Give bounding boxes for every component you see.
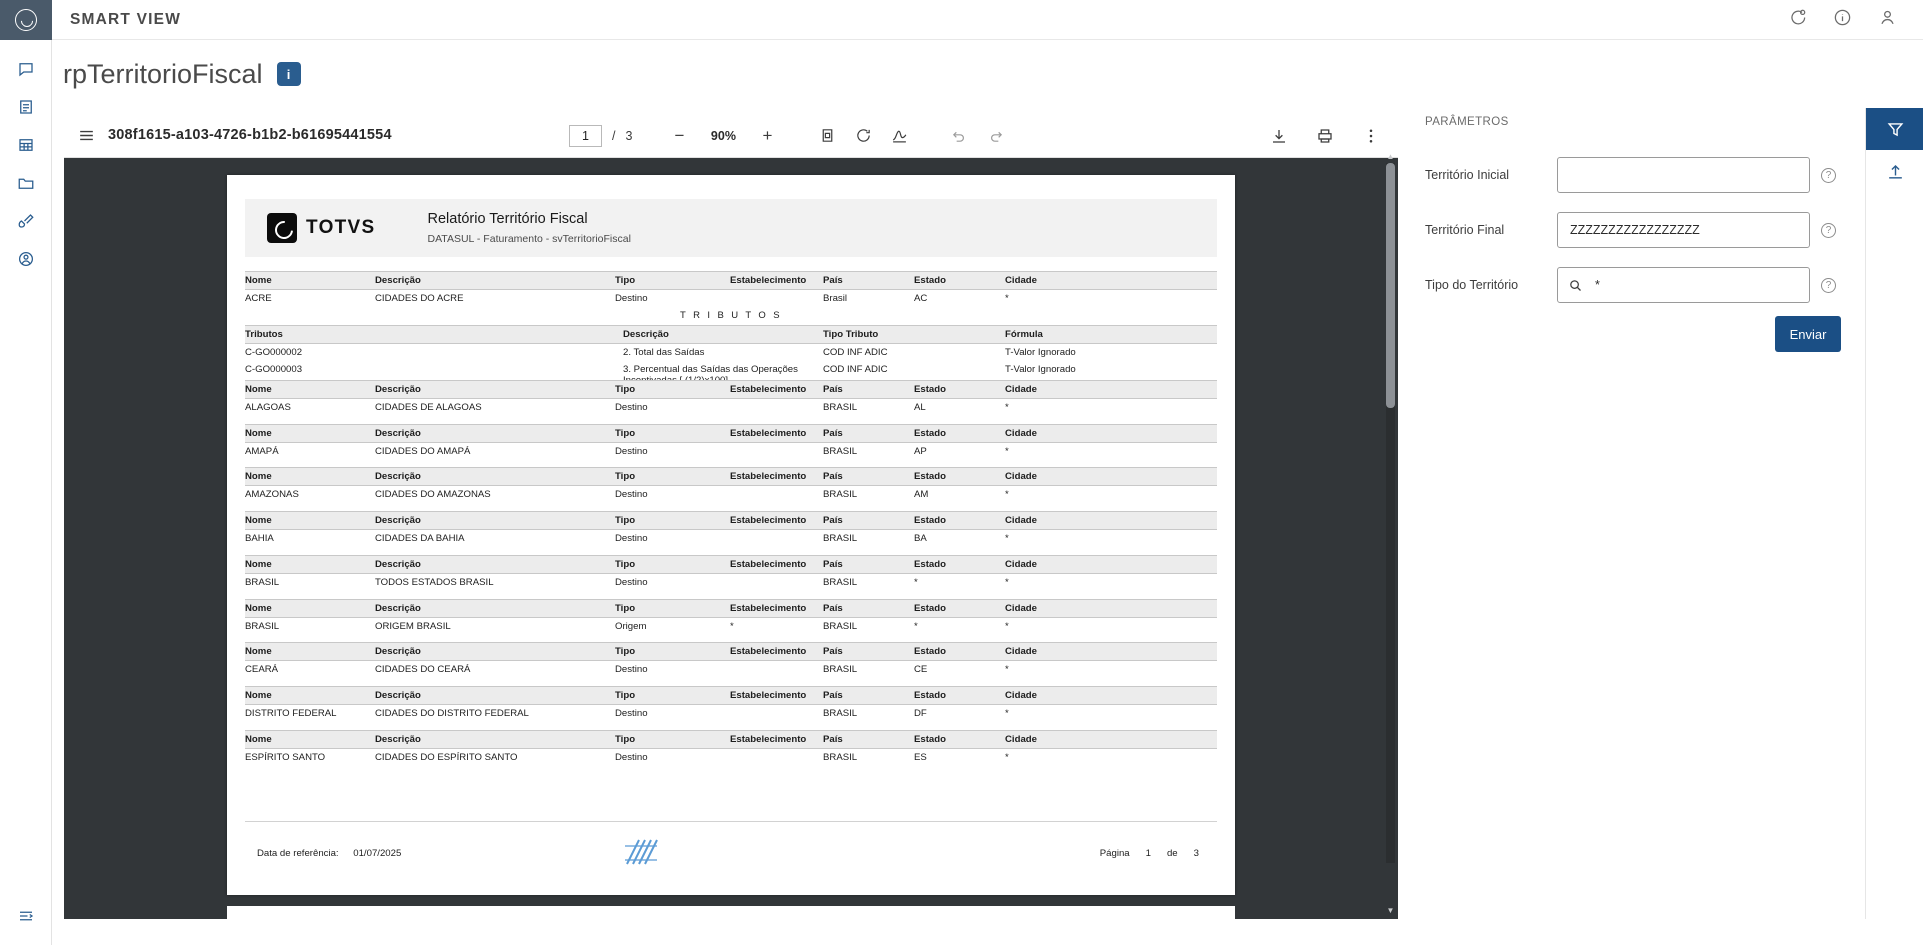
col-descricao: Descrição <box>375 272 615 290</box>
col-nome: Nome <box>245 425 375 443</box>
send-button[interactable]: Enviar <box>1775 316 1841 352</box>
col-estado: Estado <box>914 468 1005 486</box>
col-estabelecimento: Estabelecimento <box>730 556 823 574</box>
bottom-strip <box>52 919 1923 945</box>
page-label: Página <box>1099 848 1130 859</box>
cell-formula: T-Valor Ignorado <box>1005 364 1076 375</box>
undo-icon[interactable] <box>946 123 972 149</box>
report-block-brasil-origem <box>245 599 1217 635</box>
col-estabelecimento: Estabelecimento <box>730 600 823 618</box>
cell-pais: BRASIL <box>823 533 858 544</box>
col-descricao: Descrição <box>375 556 615 574</box>
table-header-row <box>245 731 1217 749</box>
col-pais: País <box>823 425 914 443</box>
more-options-icon[interactable] <box>1358 123 1384 149</box>
table-header-row <box>245 425 1217 443</box>
cell-pais: BRASIL <box>823 708 858 719</box>
cell-estabelecimento <box>730 705 823 723</box>
totvs-wordmark: TOTVS <box>306 217 376 238</box>
report-subtitle: DATASUL - Faturamento - svTerritorioFiscal <box>427 233 631 245</box>
cell-estado: AC <box>914 293 928 304</box>
col-tipo: Tipo <box>615 731 730 749</box>
col-cidade: Cidade <box>1005 600 1217 618</box>
col-estado: Estado <box>914 600 1005 618</box>
col-nome: Nome <box>245 556 375 574</box>
expand-panel-icon[interactable] <box>0 897 52 935</box>
sidebar-item-folders[interactable] <box>0 164 52 202</box>
cell-descricao: CIDADES DO AMAZONAS <box>375 489 491 500</box>
col-pais: País <box>823 381 914 399</box>
top-bar <box>0 0 1923 40</box>
cell-estado: CE <box>914 664 928 675</box>
sidebar-item-tables[interactable] <box>0 126 52 164</box>
col-tipo: Tipo <box>615 512 730 530</box>
report-block-ceara <box>245 642 1217 678</box>
col-estado: Estado <box>914 687 1005 705</box>
sidebar-item-design[interactable] <box>0 202 52 240</box>
cell-tipo: Destino <box>615 708 648 719</box>
fit-page-icon[interactable] <box>814 123 840 149</box>
col-estado: Estado <box>914 512 1005 530</box>
cell-tributo: C-GO000003 <box>245 364 303 375</box>
report-header <box>245 199 1217 257</box>
table-row <box>245 530 1217 548</box>
cell-estabelecimento <box>730 574 823 592</box>
col-tipo: Tipo <box>615 272 730 290</box>
col-estabelecimento: Estabelecimento <box>730 272 823 290</box>
col-descricao: Descrição <box>375 687 615 705</box>
col-cidade: Cidade <box>1005 468 1217 486</box>
reference-date-label: Data de referência: <box>257 848 339 859</box>
col-estado: Estado <box>914 381 1005 399</box>
col-nome: Nome <box>245 272 375 290</box>
col-tipo: Tipo <box>615 425 730 443</box>
sidebar-item-user-settings[interactable] <box>0 240 52 278</box>
cell-pais: BRASIL <box>823 446 858 457</box>
param-territorio-final <box>1425 212 1845 248</box>
cell-nome: AMAZONAS <box>245 489 299 500</box>
page-header <box>52 40 1923 108</box>
col-estado: Estado <box>914 556 1005 574</box>
rotate-icon[interactable] <box>850 123 876 149</box>
report-block-acre <box>245 271 1217 386</box>
cell-cidade: * <box>1005 577 1009 588</box>
table-row <box>245 344 1217 362</box>
territorio-inicial-field[interactable] <box>1557 157 1810 193</box>
table-header-row <box>245 556 1217 574</box>
col-estado: Estado <box>914 643 1005 661</box>
cell-estabelecimento <box>730 749 823 767</box>
table-header-row <box>245 272 1217 290</box>
col-tipo: Tipo <box>615 643 730 661</box>
col-nome: Nome <box>245 687 375 705</box>
col-tributo-descricao: Descrição <box>615 326 823 344</box>
scrollbar-thumb[interactable] <box>1386 163 1395 408</box>
col-descricao: Descrição <box>375 381 615 399</box>
cell-tipo: Destino <box>615 489 648 500</box>
cell-tipo: Destino <box>615 446 648 457</box>
col-estabelecimento: Estabelecimento <box>730 468 823 486</box>
report-block-espirito-santo <box>245 730 1217 766</box>
territorio-final-field[interactable] <box>1557 212 1810 248</box>
col-pais: País <box>823 687 914 705</box>
param-label: Tipo do Território <box>1425 278 1519 292</box>
table-header-row <box>245 643 1217 661</box>
help-icon[interactable]: ? <box>1821 223 1836 238</box>
cell-estado: AP <box>914 446 927 457</box>
page-of-label: de <box>1166 848 1178 859</box>
reference-date-value: 01/07/2025 <box>353 848 402 859</box>
zoom-in-button[interactable]: + <box>762 125 773 145</box>
col-pais: País <box>823 643 914 661</box>
parameters-title: PARÂMETROS <box>1425 116 1509 128</box>
cell-cidade: * <box>1005 402 1009 413</box>
cell-descricao: CIDADES DO ACRE <box>375 293 464 304</box>
cell-pais: BRASIL <box>823 489 858 500</box>
cell-estabelecimento <box>730 443 823 461</box>
zoom-level: 90% <box>710 128 736 143</box>
cell-estabelecimento <box>730 530 823 548</box>
cell-pais: Brasil <box>823 293 847 304</box>
search-icon[interactable] <box>1568 278 1583 293</box>
cell-tipo: Destino <box>615 577 648 588</box>
col-cidade: Cidade <box>1005 731 1217 749</box>
cell-pais: BRASIL <box>823 621 858 632</box>
col-cidade: Cidade <box>1005 272 1217 290</box>
cell-pais: BRASIL <box>823 752 858 763</box>
col-estado: Estado <box>914 425 1005 443</box>
param-label: Território Inicial <box>1425 168 1510 182</box>
cell-tipo: Origem <box>615 621 647 632</box>
col-pais: País <box>823 556 914 574</box>
col-tipo: Tipo <box>615 600 730 618</box>
cell-cidade: * <box>1005 293 1009 304</box>
help-icon[interactable]: ? <box>1821 278 1836 293</box>
cell-nome: BRASIL <box>245 621 280 632</box>
totvs-logo <box>267 213 376 243</box>
param-territorio-inicial <box>1425 157 1845 193</box>
signature-icon[interactable] <box>886 123 912 149</box>
col-pais: País <box>823 731 914 749</box>
col-estado: Estado <box>914 731 1005 749</box>
cell-tipo: Destino <box>615 402 648 413</box>
col-cidade: Cidade <box>1005 556 1217 574</box>
table-header-row <box>245 381 1217 399</box>
cell-estabelecimento <box>730 399 823 417</box>
col-descricao: Descrição <box>375 512 615 530</box>
viewer-toolbar <box>64 113 1398 158</box>
cell-cidade: * <box>1005 489 1009 500</box>
viewer-toolbar-actions <box>1266 113 1384 158</box>
page-number-input[interactable] <box>569 125 602 147</box>
page-count: 3 <box>1193 848 1199 859</box>
cell-estado: ES <box>914 752 927 763</box>
cell-cidade: * <box>1005 533 1009 544</box>
col-estabelecimento: Estabelecimento <box>730 643 823 661</box>
cell-nome: BRASIL <box>245 577 280 588</box>
col-tributos: Tributos <box>245 326 615 344</box>
report-titles <box>428 211 631 245</box>
cell-pais: BRASIL <box>823 577 858 588</box>
table-row <box>245 486 1217 504</box>
col-estabelecimento: Estabelecimento <box>730 425 823 443</box>
cell-pais: BRASIL <box>823 402 858 413</box>
upload-panel-toggle[interactable] <box>1866 150 1923 192</box>
cell-nome: BAHIA <box>245 533 274 544</box>
cell-tributo-descricao: 3. Percentual das Saídas das Operações Incentivadas [ (1/2)x100] <box>623 364 798 386</box>
scroll-up-arrow-icon[interactable]: ▲ <box>1386 152 1395 161</box>
sidebar-item-comments[interactable] <box>0 50 52 88</box>
col-pais: País <box>823 512 914 530</box>
col-nome: Nome <box>245 643 375 661</box>
page-title: rpTerritorioFiscal <box>63 58 263 89</box>
info-icon[interactable] <box>1833 8 1852 32</box>
cell-pais: BRASIL <box>823 664 858 675</box>
cell-estado: DF <box>914 708 927 719</box>
col-tipo: Tipo <box>615 468 730 486</box>
document-name: 308f1615-a103-4726-b1b2-b61695441554 <box>108 127 392 143</box>
col-formula: Fórmula <box>1005 326 1217 344</box>
col-cidade: Cidade <box>1005 512 1217 530</box>
col-estabelecimento: Estabelecimento <box>730 687 823 705</box>
table-header-row <box>245 687 1217 705</box>
tributos-section-row <box>245 307 1217 326</box>
col-nome: Nome <box>245 731 375 749</box>
tributos-section-label: T R I B U T O S <box>680 310 782 321</box>
cell-estado: * <box>914 577 918 588</box>
table-row <box>245 290 1217 308</box>
table-row <box>245 618 1217 636</box>
reference-date <box>257 848 401 859</box>
col-pais: País <box>823 468 914 486</box>
document-scroll-area[interactable] <box>64 158 1398 919</box>
viewer-scrollbar[interactable] <box>1386 163 1395 863</box>
table-header-row <box>245 600 1217 618</box>
cell-descricao: CIDADES DO ESPÍRITO SANTO <box>375 752 518 763</box>
cell-estabelecimento <box>730 486 823 504</box>
table-row <box>245 443 1217 461</box>
col-descricao: Descrição <box>375 731 615 749</box>
cell-estado: BA <box>914 533 927 544</box>
page-separator: / <box>612 128 616 143</box>
table-row <box>245 705 1217 723</box>
cell-nome: CEARÁ <box>245 664 279 675</box>
totvs-mark-icon <box>267 213 297 243</box>
cell-tipo: Destino <box>615 533 648 544</box>
table-header-row <box>245 512 1217 530</box>
cell-formula: T-Valor Ignorado <box>1005 347 1076 358</box>
report-block-bahia <box>245 511 1217 547</box>
col-cidade: Cidade <box>1005 381 1217 399</box>
col-descricao: Descrição <box>375 425 615 443</box>
report-block-distrito-federal <box>245 686 1217 722</box>
cell-cidade: * <box>1005 708 1009 719</box>
filter-icon <box>1886 120 1905 139</box>
col-nome: Nome <box>245 600 375 618</box>
brand-title: SMART VIEW <box>70 10 182 28</box>
page-navigation <box>569 113 1008 158</box>
tipo-territorio-input[interactable] <box>1593 268 1799 302</box>
col-tipo: Tipo <box>615 381 730 399</box>
table-row <box>245 574 1217 592</box>
page-total-count: 3 <box>625 128 633 143</box>
cell-tipo-tributo: COD INF ADIC <box>823 364 888 375</box>
cell-nome: AMAPÁ <box>245 446 279 457</box>
report-page-1 <box>227 175 1235 895</box>
help-icon[interactable]: ? <box>1821 168 1836 183</box>
report-block-brasil-destino <box>245 555 1217 591</box>
info-icon-badge[interactable]: i <box>277 62 301 86</box>
cell-cidade: * <box>1005 664 1009 675</box>
user-icon[interactable] <box>1878 8 1897 32</box>
col-tipo: Tipo <box>615 687 730 705</box>
cell-descricao: CIDADES DO AMAPÁ <box>375 446 471 457</box>
cell-tipo-tributo: COD INF ADIC <box>823 347 888 358</box>
col-pais: País <box>823 600 914 618</box>
top-bar-actions <box>1788 8 1923 32</box>
report-title: Relatório Território Fiscal <box>427 211 588 227</box>
cell-descricao: ORIGEM BRASIL <box>375 621 451 632</box>
col-estabelecimento: Estabelecimento <box>730 381 823 399</box>
totvs-logo-icon <box>15 9 37 31</box>
document-viewer <box>64 113 1398 919</box>
cell-nome: DISTRITO FEDERAL <box>245 708 337 719</box>
tributos-header-row <box>245 326 1217 344</box>
cell-estado: AL <box>914 402 926 413</box>
cell-estabelecimento <box>730 290 823 308</box>
col-descricao: Descrição <box>375 600 615 618</box>
app-logo[interactable] <box>0 0 52 40</box>
col-estabelecimento: Estabelecimento <box>730 512 823 530</box>
col-pais: País <box>823 272 914 290</box>
sidebar-item-reports[interactable] <box>0 88 52 126</box>
territorio-final-input[interactable] <box>1568 213 1799 247</box>
comment-icon[interactable] <box>1788 8 1807 32</box>
cell-estabelecimento: * <box>730 621 734 632</box>
col-cidade: Cidade <box>1005 425 1217 443</box>
parameters-panel <box>1398 108 1865 919</box>
scroll-down-arrow-icon[interactable]: ▼ <box>1386 906 1395 915</box>
filter-panel-toggle[interactable] <box>1866 108 1923 150</box>
download-icon[interactable] <box>1266 123 1292 149</box>
sidebar-toggle-icon[interactable] <box>64 113 108 158</box>
tipo-territorio-field[interactable] <box>1557 267 1810 303</box>
cell-tipo: Destino <box>615 752 648 763</box>
cell-nome: ESPÍRITO SANTO <box>245 752 326 763</box>
print-icon[interactable] <box>1312 123 1338 149</box>
col-nome: Nome <box>245 468 375 486</box>
param-label: Território Final <box>1425 223 1505 237</box>
table-row <box>245 749 1217 767</box>
table-row <box>245 661 1217 679</box>
table-header-row <box>245 468 1217 486</box>
report-block-amapa <box>245 424 1217 460</box>
cell-tributo: C-GO000002 <box>245 347 303 358</box>
cell-cidade: * <box>1005 752 1009 763</box>
cell-descricao: TODOS ESTADOS BRASIL <box>375 577 494 588</box>
report-page-2 <box>227 906 1235 919</box>
cell-descricao: CIDADES DE ALAGOAS <box>375 402 482 413</box>
cell-descricao: CIDADES DA BAHIA <box>375 533 465 544</box>
col-cidade: Cidade <box>1005 643 1217 661</box>
right-rail <box>1865 108 1923 945</box>
col-tipo-tributo: Tipo Tributo <box>823 326 1005 344</box>
report-footer <box>245 821 1217 873</box>
cell-estado: * <box>914 621 918 632</box>
report-block-amazonas <box>245 467 1217 503</box>
cell-descricao: CIDADES DO CEARÁ <box>375 664 471 675</box>
cell-nome: ALAGOAS <box>245 402 291 413</box>
cell-estabelecimento <box>730 661 823 679</box>
col-estabelecimento: Estabelecimento <box>730 731 823 749</box>
cell-cidade: * <box>1005 446 1009 457</box>
report-block-alagoas <box>245 380 1217 416</box>
col-tipo: Tipo <box>615 556 730 574</box>
cell-descricao: CIDADES DO DISTRITO FEDERAL <box>375 708 529 719</box>
footer-watermark-icon <box>619 834 663 873</box>
redo-icon[interactable] <box>982 123 1008 149</box>
col-descricao: Descrição <box>375 643 615 661</box>
cell-tipo: Destino <box>615 664 648 675</box>
cell-nome: ACRE <box>245 293 272 304</box>
left-rail <box>0 40 52 945</box>
col-nome: Nome <box>245 512 375 530</box>
upload-icon <box>1886 162 1905 181</box>
page-number: 1 <box>1145 848 1151 859</box>
table-row <box>245 399 1217 417</box>
cell-tributo-descricao: 2. Total das Saídas <box>623 347 705 358</box>
param-tipo-territorio <box>1425 267 1845 303</box>
territorio-inicial-input[interactable] <box>1568 158 1799 192</box>
col-descricao: Descrição <box>375 468 615 486</box>
page-footer-info <box>1100 848 1199 859</box>
cell-tipo: Destino <box>615 293 648 304</box>
col-estado: Estado <box>914 272 1005 290</box>
cell-cidade: * <box>1005 621 1009 632</box>
col-nome: Nome <box>245 381 375 399</box>
col-cidade: Cidade <box>1005 687 1217 705</box>
zoom-out-button[interactable]: − <box>674 125 685 145</box>
cell-estado: AM <box>914 489 929 500</box>
